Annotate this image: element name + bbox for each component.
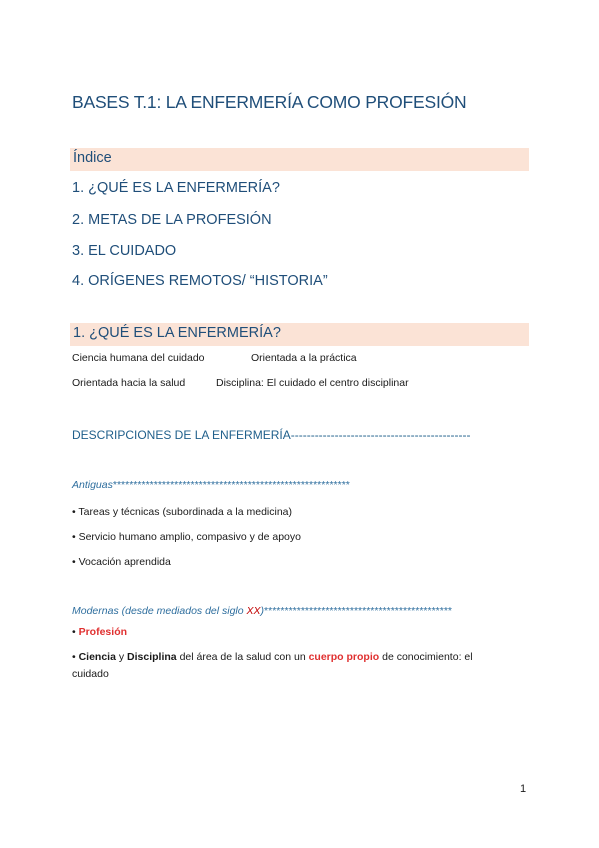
modernas-label-century: XX (246, 605, 261, 617)
index-heading-band (70, 148, 529, 171)
document-title: BASES T.1: LA ENFERMERÍA COMO PROFESIÓN (72, 92, 467, 112)
list-item: • Vocación aprendida (72, 556, 171, 568)
index-heading: Índice (73, 150, 112, 166)
bullet-text: de conocimiento: el (379, 651, 473, 663)
modernas-label-prefix: Modernas (desde mediados del siglo (72, 605, 247, 617)
profesion-text: Profesión (78, 626, 128, 638)
trait-text: Orientada a la práctica (251, 352, 357, 364)
list-item (72, 651, 473, 663)
list-item: • Tareas y técnicas (subordinada a la medicina) (72, 506, 293, 518)
descriptions-heading: DESCRIPCIONES DE LA ENFERMERÍA--------------------------------------------- (72, 428, 471, 442)
antiguas-subheading (72, 479, 350, 491)
bullet-text: • (72, 651, 79, 663)
disciplina-text: Disciplina (127, 651, 177, 663)
bullet-text: y (115, 651, 128, 663)
bullet-text: del área de la salud con un (176, 651, 309, 663)
modernas-stars: ********************************************** (264, 605, 453, 617)
toc-item[interactable]: 2. METAS DE LA PROFESIÓN (72, 212, 272, 228)
ciencia-text: Ciencia (78, 651, 116, 663)
list-item (72, 626, 127, 638)
trait-text: Orientada hacia la salud (72, 377, 186, 389)
list-item: • Servicio humano amplio, compasivo y de apoyo (72, 531, 301, 543)
toc-item[interactable]: 3. EL CUIDADO (72, 243, 177, 259)
toc-item[interactable]: 4. ORÍGENES REMOTOS/ “HISTORIA” (72, 273, 328, 289)
antiguas-label: Antiguas (72, 479, 113, 491)
trait-text: Disciplina: El cuidado el centro disciplinar (216, 377, 409, 389)
list-item-continuation: cuidado (72, 668, 109, 680)
bullet-marker: • (72, 626, 79, 638)
toc-item[interactable]: 1. ¿QUÉ ES LA ENFERMERÍA? (72, 180, 280, 196)
section1-heading: 1. ¿QUÉ ES LA ENFERMERÍA? (73, 325, 281, 341)
modernas-label-suffix: ) (260, 605, 265, 617)
antiguas-stars: ********************************************************** (112, 479, 350, 491)
cuerpo-propio-text: cuerpo propio (308, 651, 380, 663)
trait-text: Ciencia humana del cuidado (72, 352, 205, 364)
modernas-subheading (72, 605, 452, 617)
page-number: 1 (520, 783, 527, 795)
